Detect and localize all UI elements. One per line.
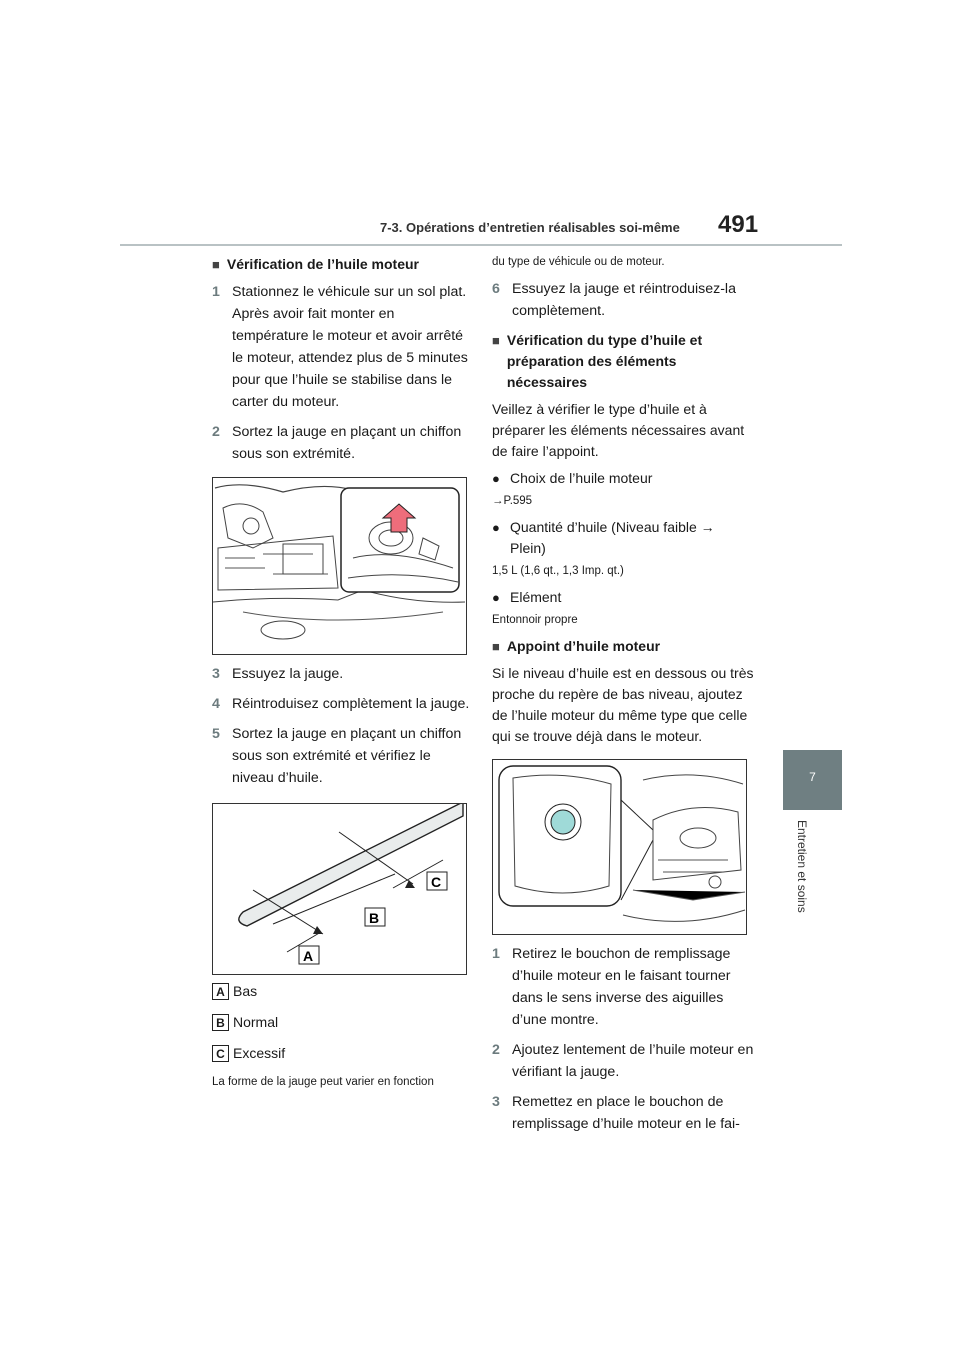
bullet-sub: 1,5 L (1,6 qt., 1,3 Imp. qt.) xyxy=(492,565,624,577)
step xyxy=(492,1039,754,1083)
left-column xyxy=(212,254,472,1098)
step xyxy=(212,421,472,465)
bullet-dot-icon: ● xyxy=(492,590,500,605)
tag-a-label: A xyxy=(303,948,314,964)
header-divider xyxy=(120,244,842,246)
step xyxy=(492,943,754,1031)
bullet-dot-icon: ● xyxy=(492,471,500,486)
paragraph: Si le niveau d’huile est en dessous ou très proche du repère de bas niveau, ajoutez de l’huile moteur du même type que celle qui se trouve déjà dans le moteur. xyxy=(492,665,754,744)
bullet-text: Choix de l’huile moteur xyxy=(510,470,653,486)
legend-tag: B xyxy=(212,1014,229,1031)
step-text: Sortez la jauge en plaçant un chiffon sous son extrémité. xyxy=(232,424,462,462)
legend-tag: A xyxy=(212,983,229,1000)
legend-text: Bas xyxy=(233,983,258,999)
bullet-item xyxy=(492,468,754,489)
step-text: Retirez le bouchon de remplissage d’huile moteur en le faisant tourner dans le sens inverse des aiguilles d’une montre. xyxy=(512,946,731,1028)
step-text: Remettez en place le bouchon de remplissage d’huile moteur en le fai- xyxy=(512,1094,740,1132)
note-text: La forme de la jauge peut varier en fonction xyxy=(212,1076,434,1088)
heading-oil-type xyxy=(492,330,754,393)
section-title: 7-3. Opérations d’entretien réalisables soi-même xyxy=(380,220,680,235)
step-number: 2 xyxy=(212,424,220,440)
square-bullet-icon: ■ xyxy=(492,333,500,348)
step xyxy=(212,281,472,413)
step-number: 4 xyxy=(212,696,220,712)
legend-item xyxy=(212,1012,472,1033)
bullet-text: Quantité d’huile (Niveau faible → Plein) xyxy=(510,519,715,556)
legend-text: Excessif xyxy=(233,1045,286,1061)
bullet-sub: Entonnoir propre xyxy=(492,614,578,626)
heading-text: Vérification du type d’huile et préparation des éléments nécessaires xyxy=(506,332,703,390)
legend-text: Normal xyxy=(233,1014,279,1030)
engine-dipstick-illustration xyxy=(212,477,467,655)
bullet-item xyxy=(492,587,754,608)
heading-add-oil xyxy=(492,636,754,657)
step-number: 3 xyxy=(212,666,220,682)
oil-filler-cap-illustration xyxy=(492,759,747,935)
oil-cap-drawing xyxy=(493,760,746,934)
step xyxy=(212,693,472,715)
heading-text: Vérification de l’huile moteur xyxy=(226,256,420,272)
bullet-item xyxy=(492,517,754,559)
step-text: Ajoutez lentement de l’huile moteur en vérifiant la jauge. xyxy=(512,1042,754,1080)
step-text: Sortez la jauge en plaçant un chiffon sous son extrémité et vérifiez le niveau d’huile. xyxy=(232,726,462,786)
right-column xyxy=(492,254,754,1143)
bullet-text: Elément xyxy=(510,589,562,605)
step-text: Stationnez le véhicule sur un sol plat. Après avoir fait monter en température le moteur et avoir arrêté le moteur, attendez plus de 5 minutes pour que l’huile se stabilise dans le carter du moteur. xyxy=(232,284,468,410)
bullet-dot-icon: ● xyxy=(492,520,500,535)
tag-c-label: C xyxy=(431,874,442,890)
legend-item xyxy=(212,1043,472,1064)
step xyxy=(212,723,472,789)
page-number: 491 xyxy=(718,211,759,238)
bullet-sub: →P.595 xyxy=(492,495,533,507)
square-bullet-icon: ■ xyxy=(212,257,220,272)
step xyxy=(212,663,472,685)
step-text: Réintroduisez complètement la jauge. xyxy=(232,696,470,712)
step-text: Essuyez la jauge. xyxy=(232,666,344,682)
dipstick-drawing xyxy=(213,804,466,974)
step-number: 3 xyxy=(492,1094,500,1110)
tag-b-label: B xyxy=(369,910,380,926)
step-number: 5 xyxy=(212,726,220,742)
step-number: 2 xyxy=(492,1042,500,1058)
engine-bay-drawing xyxy=(213,478,466,654)
square-bullet-icon: ■ xyxy=(492,639,500,654)
heading-text: Appoint d’huile moteur xyxy=(506,638,661,654)
legend-tag: C xyxy=(212,1045,229,1062)
dipstick-level-illustration xyxy=(212,803,467,975)
paragraph: Veillez à vérifier le type d’huile et à préparer les éléments nécessaires avant de faire l’appoint. xyxy=(492,401,745,459)
step-number: 6 xyxy=(492,281,500,297)
step-text: Essuyez la jauge et réintroduisez-la complètement. xyxy=(512,281,736,319)
chapter-label: Entretien et soins xyxy=(795,820,809,913)
chapter-number: 7 xyxy=(809,770,816,784)
step-number: 1 xyxy=(212,284,220,300)
step xyxy=(492,278,754,322)
legend-item xyxy=(212,981,472,1002)
step xyxy=(492,1091,754,1135)
heading-oil-check xyxy=(212,254,472,275)
note-continuation: du type de véhicule ou de moteur. xyxy=(492,256,665,268)
step-number: 1 xyxy=(492,946,500,962)
